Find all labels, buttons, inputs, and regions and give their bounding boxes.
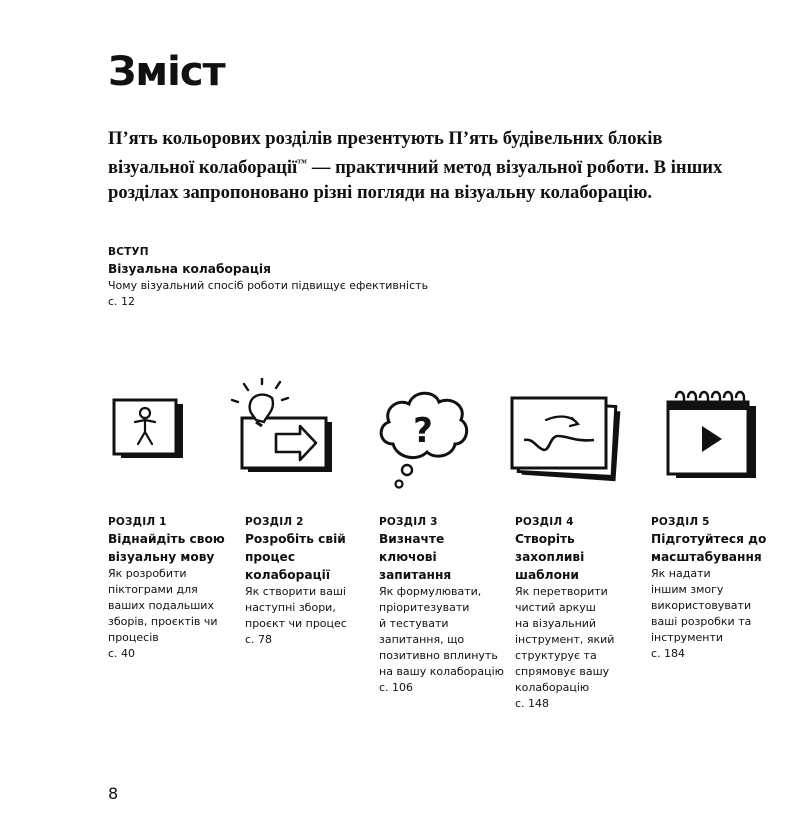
lightbulb-arrow-icon	[228, 378, 338, 478]
pictogram-card-icon	[108, 398, 188, 464]
intro-text-continued: — практичний метод візуальної роботи. В інших розділах запропоновано різні погляди на візуальну колаборацію.	[108, 157, 723, 204]
chapter-kicker: РОЗДІЛ 3	[379, 516, 438, 528]
intro-section-page: с. 12	[108, 295, 136, 308]
chapter-title: Визначте ключові запитання	[379, 532, 452, 582]
intro-text: П’ять кольорових розділів презентують П’ять будівельних блоків візуальної колаборації	[108, 128, 663, 179]
chapter-page: с. 106	[379, 681, 414, 694]
chapter-kicker: РОЗДІЛ 1	[108, 516, 167, 528]
chapter-description: Як створити ваші наступні збори, проєкт чи процес	[245, 585, 347, 630]
intro-section	[108, 244, 468, 310]
chapter-4	[515, 514, 640, 712]
chapter-3	[379, 514, 504, 696]
page-title: Зміст	[108, 49, 225, 95]
chapter-description: Як формулювати, пріоритезувати й тестувати запитання, що позитивно вплинуть на вашу колаборацію	[379, 585, 504, 678]
chapter-description: Як розробити піктограми для ваших подальших зборів, проєктів чи процесів	[108, 567, 218, 644]
chapter-2	[245, 514, 370, 648]
calendar-play-icon	[660, 386, 760, 484]
trademark-symbol: ™	[297, 158, 308, 169]
chapter-kicker: РОЗДІЛ 5	[651, 516, 710, 528]
intro-kicker: ВСТУП	[108, 246, 149, 258]
chapter-description: Як надати іншим змогу використовувати ваші розробки та інструменти	[651, 567, 752, 644]
chapter-5	[651, 514, 776, 662]
question-cloud-icon	[373, 384, 473, 496]
intro-section-description: Чому візуальний спосіб роботи підвищує ефективність	[108, 279, 429, 292]
chapter-page: с. 148	[515, 697, 550, 710]
chapter-kicker: РОЗДІЛ 2	[245, 516, 304, 528]
chapter-title: Розробіть свій процес колаборації	[245, 532, 346, 582]
intro-paragraph	[108, 126, 748, 205]
chapter-page: с. 40	[108, 647, 136, 660]
chapter-page: с. 184	[651, 647, 686, 660]
chapter-page: с. 78	[245, 633, 273, 646]
chapter-title: Підготуйтеся до масштабування	[651, 532, 767, 564]
page-number: 8	[108, 784, 119, 803]
chapter-title: Віднайдіть свою візуальну мову	[108, 532, 225, 564]
template-sheets-icon	[506, 392, 626, 488]
svg-text:?: ?	[413, 411, 433, 451]
chapter-1	[108, 514, 233, 662]
chapter-description: Як перетворити чистий аркуш на візуальний інструмент, який структурує та спрямовує вашу колаборацію	[515, 585, 615, 694]
intro-section-title: Візуальна колаборація	[108, 262, 271, 276]
chapter-kicker: РОЗДІЛ 4	[515, 516, 574, 528]
chapter-title: Створіть захопливі шаблони	[515, 532, 585, 582]
